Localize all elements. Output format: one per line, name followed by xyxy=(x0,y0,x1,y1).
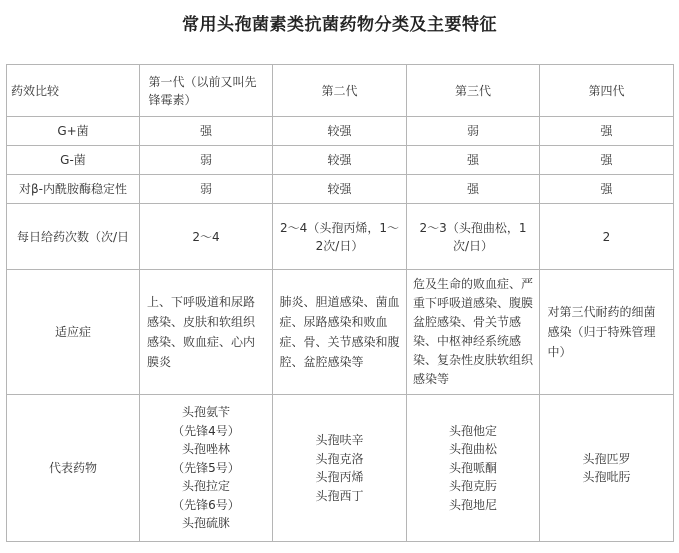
list-item: 头孢硫脒 xyxy=(181,516,230,531)
list-item: 头孢匹罗 xyxy=(582,451,631,466)
cell-indication-gen3 xyxy=(407,270,540,395)
row-label-gneg: G-菌 xyxy=(7,146,140,175)
list-item: 头孢哌酮 xyxy=(448,460,497,475)
list-item: 头孢吡肟 xyxy=(582,470,631,484)
list-item: （先锋4号） xyxy=(172,423,240,438)
cell-gpos-gen4: 强 xyxy=(540,117,674,146)
list-item: 头孢克洛 xyxy=(315,451,364,466)
list-item: 头孢唑林 xyxy=(181,442,230,457)
header-cell-metric: 药效比较 xyxy=(7,65,140,117)
cell-indication-gen4 xyxy=(540,270,674,395)
table-row xyxy=(7,175,674,204)
table-row xyxy=(7,204,674,270)
list-item: 头孢他定 xyxy=(448,423,497,438)
cell-gneg-gen4: 强 xyxy=(540,146,674,175)
list-item: 头孢氨苄 xyxy=(181,405,230,420)
row-label-drugs: 代表药物 xyxy=(7,395,140,542)
row-label-gpos: G+菌 xyxy=(7,117,140,146)
list-item: 头孢地尼 xyxy=(448,497,497,512)
drug-list-gen4 xyxy=(544,450,669,487)
cell-dose-gen2 xyxy=(273,204,407,270)
row-label-indication: 适应症 xyxy=(7,270,140,395)
cell-beta-gen2: 较强 xyxy=(273,175,407,204)
list-item: （先锋5号） xyxy=(172,460,240,475)
drug-list-gen2 xyxy=(277,431,402,505)
cell-indication-gen2 xyxy=(273,270,407,395)
cell-drugs-gen4 xyxy=(540,395,674,542)
table-row xyxy=(7,117,674,146)
list-item: 头孢丙烯 xyxy=(315,470,364,484)
dose-gen2-text: 2～4（头孢丙烯，1～2次/日） xyxy=(280,220,399,253)
dose-gen3-text: 2～3（头孢曲松，1次/日） xyxy=(419,220,527,253)
table-row xyxy=(7,146,674,175)
cell-gpos-gen2: 较强 xyxy=(273,117,407,146)
cell-indication-gen1 xyxy=(140,270,273,395)
row-label-beta: 对β-内酰胺酶稳定性 xyxy=(7,175,140,204)
header-cell-gen2: 第二代 xyxy=(273,65,407,117)
cell-drugs-gen2 xyxy=(273,395,407,542)
list-item: 头孢拉定 xyxy=(181,479,230,494)
cell-gneg-gen3: 强 xyxy=(407,146,540,175)
header-cell-gen3: 第三代 xyxy=(407,65,540,117)
cell-gneg-gen1: 弱 xyxy=(140,146,273,175)
drug-list-gen3 xyxy=(411,422,535,515)
indication-gen2-text: 肺炎、胆道感染、菌血症、尿路感染和败血症、骨、关节感染和腹腔、盆腔感染等 xyxy=(279,295,400,369)
indication-gen4-text: 对第三代耐药的细菌感染（归于特殊管理中） xyxy=(547,305,656,359)
cell-gneg-gen2: 较强 xyxy=(273,146,407,175)
table-row xyxy=(7,270,674,395)
list-item: 头孢呋辛 xyxy=(315,433,364,447)
header-cell-gen4: 第四代 xyxy=(540,65,674,117)
cell-dose-gen1: 2～4 xyxy=(140,204,273,270)
cell-beta-gen3: 强 xyxy=(407,175,540,204)
cell-gpos-gen3: 弱 xyxy=(407,117,540,146)
cell-beta-gen1: 弱 xyxy=(140,175,273,204)
list-item: 头孢曲松 xyxy=(448,442,497,457)
cell-drugs-gen1 xyxy=(140,395,273,542)
header-row xyxy=(7,65,674,117)
indication-gen1-text: 上、下呼吸道和尿路感染、皮肤和软组织感染、败血症、心内膜炎 xyxy=(147,295,256,369)
header-cell-gen1 xyxy=(140,65,273,117)
cephalosporin-table xyxy=(6,64,674,542)
row-label-dose: 每日给药次数（次/日 xyxy=(7,204,140,270)
list-item: 头孢克肟 xyxy=(448,479,497,494)
list-item: 头孢西丁 xyxy=(315,488,364,503)
table-row xyxy=(7,395,674,542)
drug-list-gen1 xyxy=(144,403,268,533)
cell-gpos-gen1: 强 xyxy=(140,117,273,146)
page-title: 常用头孢菌素类抗菌药物分类及主要特征 xyxy=(182,15,497,35)
list-item: （先锋6号） xyxy=(172,497,240,512)
cell-dose-gen3 xyxy=(407,204,540,270)
indication-gen3-text: 危及生命的败血症、严重下呼吸道感染、腹膜盆腔感染、骨关节感染、中枢神经系统感染、复杂性皮肤软组织感染等 xyxy=(413,277,534,386)
cell-beta-gen4: 强 xyxy=(540,175,674,204)
cell-drugs-gen3 xyxy=(407,395,540,542)
cell-dose-gen4: 2 xyxy=(540,204,674,270)
header-gen1-text: 第一代（以前又叫先锋霉素） xyxy=(148,74,257,107)
